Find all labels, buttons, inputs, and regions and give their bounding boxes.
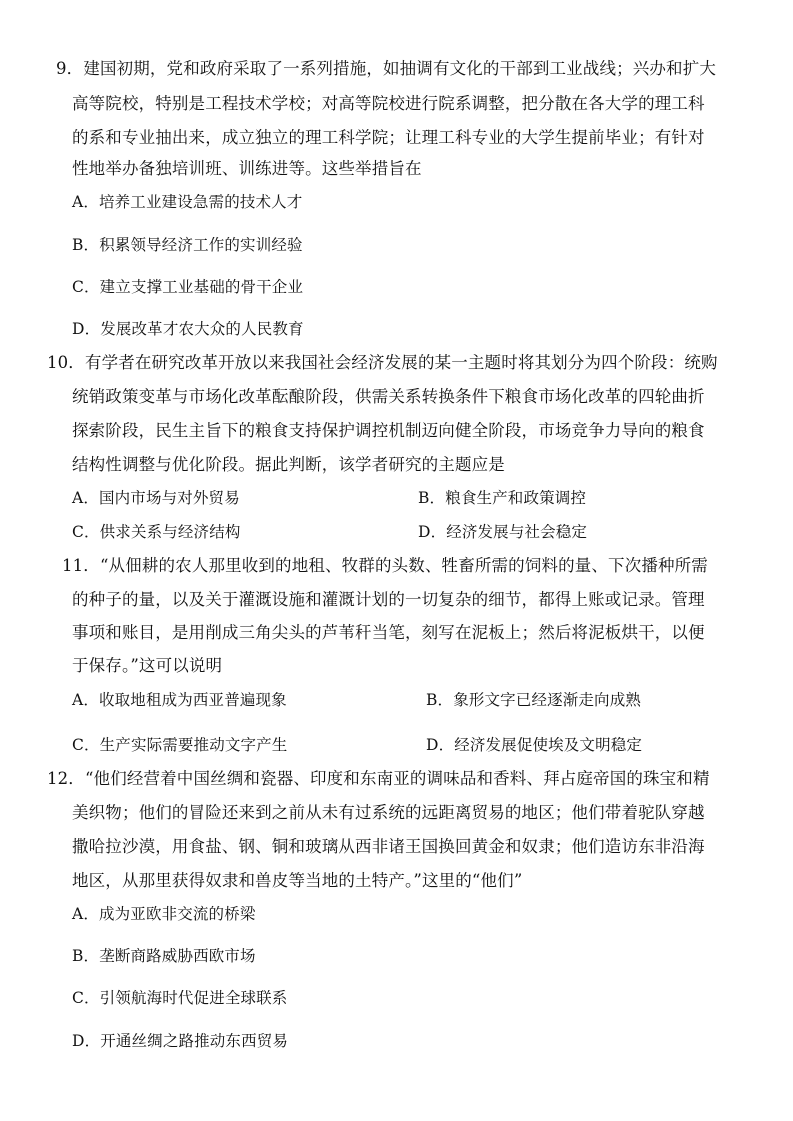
question-text: 的种子的量，以及关于灌溉设施和灌溉计划的一切复杂的细节，都得上账或记录。管理 [72,590,705,609]
question-11-first-line [62,556,708,576]
question-10-first-line [47,353,718,373]
option-c: C．生产实际需要推动文字产生 [72,736,288,754]
option-d: D．开通丝绸之路推动东西贸易 [72,1032,289,1050]
question-text: 事项和账目，是用削成三角尖头的芦苇秆当笔，刻写在泥板上；然后将泥板烘干，以便 [72,623,705,642]
option-a: A．培养工业建设急需的技术人才 [72,193,303,211]
question-text: 探索阶段，民生主旨下的粮食支持保护调控机制迈向健全阶段，市场竞争力导向的粮食 [72,421,705,440]
question-text: 建国初期，党和政府采取了一系列措施，如抽调有文化的干部到工业战线；兴办和扩大 [83,59,717,78]
option-c: C．引领航海时代促进全球联系 [72,989,288,1007]
option-b: B．积累领导经济工作的实训经验 [72,236,303,254]
option-a: A．国内市场与对外贸易 [72,489,240,507]
option-b: B．象形文字已经逐渐走向成熟 [426,691,641,709]
question-text: 于保存。”这可以说明 [72,656,223,675]
question-text: 撒哈拉沙漠，用食盐、钢、铜和玻璃从西非诸王国换回黄金和奴隶；他们造访东非沿海 [72,837,705,856]
question-text: “从佃耕的农人那里收到的地租、牧群的头数、牲畜所需的饲料的量、下次播种所需 [99,556,708,575]
question-number: 12． [47,769,85,788]
question-number: 11． [62,556,100,575]
question-text: 统销政策变革与市场化改革酝酿阶段，供需关系转换条件下粮食市场化改革的四轮曲折 [72,387,705,406]
question-9-first-line [56,59,716,79]
option-d: D．发展改革才农大众的人民教育 [72,320,304,338]
option-d: D．经济发展促使埃及文明稳定 [426,736,643,754]
question-text: 性地举办备独培训班、训练进等。这些举措旨在 [72,159,422,178]
question-text: 地区，从那里获得奴隶和兽皮等当地的土特产。”这里的“他们” [72,871,523,890]
question-text: 美织物；他们的冒险还来到之前从未有过系统的远距离贸易的地区；他们带着驼队穿越 [72,803,705,822]
question-text: “他们经营着中国丝绸和瓷器、印度和东南亚的调味品和香料、拜占庭帝国的珠宝和精 [84,769,710,788]
question-text: 有学者在研究改革开放以来我国社会经济发展的某一主题时将其划分为四个阶段：统购 [84,353,718,372]
question-number: 9． [56,59,84,78]
option-c: C．供求关系与经济结构 [72,523,241,541]
question-text: 高等院校，特别是工程技术学校；对高等院校进行院系调整，把分散在各大学的理工科 [72,94,705,113]
option-b: B．垄断商路威胁西欧市场 [72,947,256,965]
question-text: 结构性调整与优化阶段。据此判断，该学者研究的主题应是 [72,455,505,474]
option-d: D．经济发展与社会稳定 [418,523,588,541]
option-a: A．成为亚欧非交流的桥梁 [72,905,256,923]
option-c: C．建立支撑工业基础的骨干企业 [72,278,304,296]
question-12-first-line [47,769,710,789]
question-text: 的系和专业抽出来，成立独立的理工科学院；让理工科专业的大学生提前毕业；有针对 [72,128,705,147]
option-a: A．收取地租成为西亚普遍现象 [72,691,287,709]
option-b: B．粮食生产和政策调控 [418,489,587,507]
question-number: 10． [47,353,85,372]
